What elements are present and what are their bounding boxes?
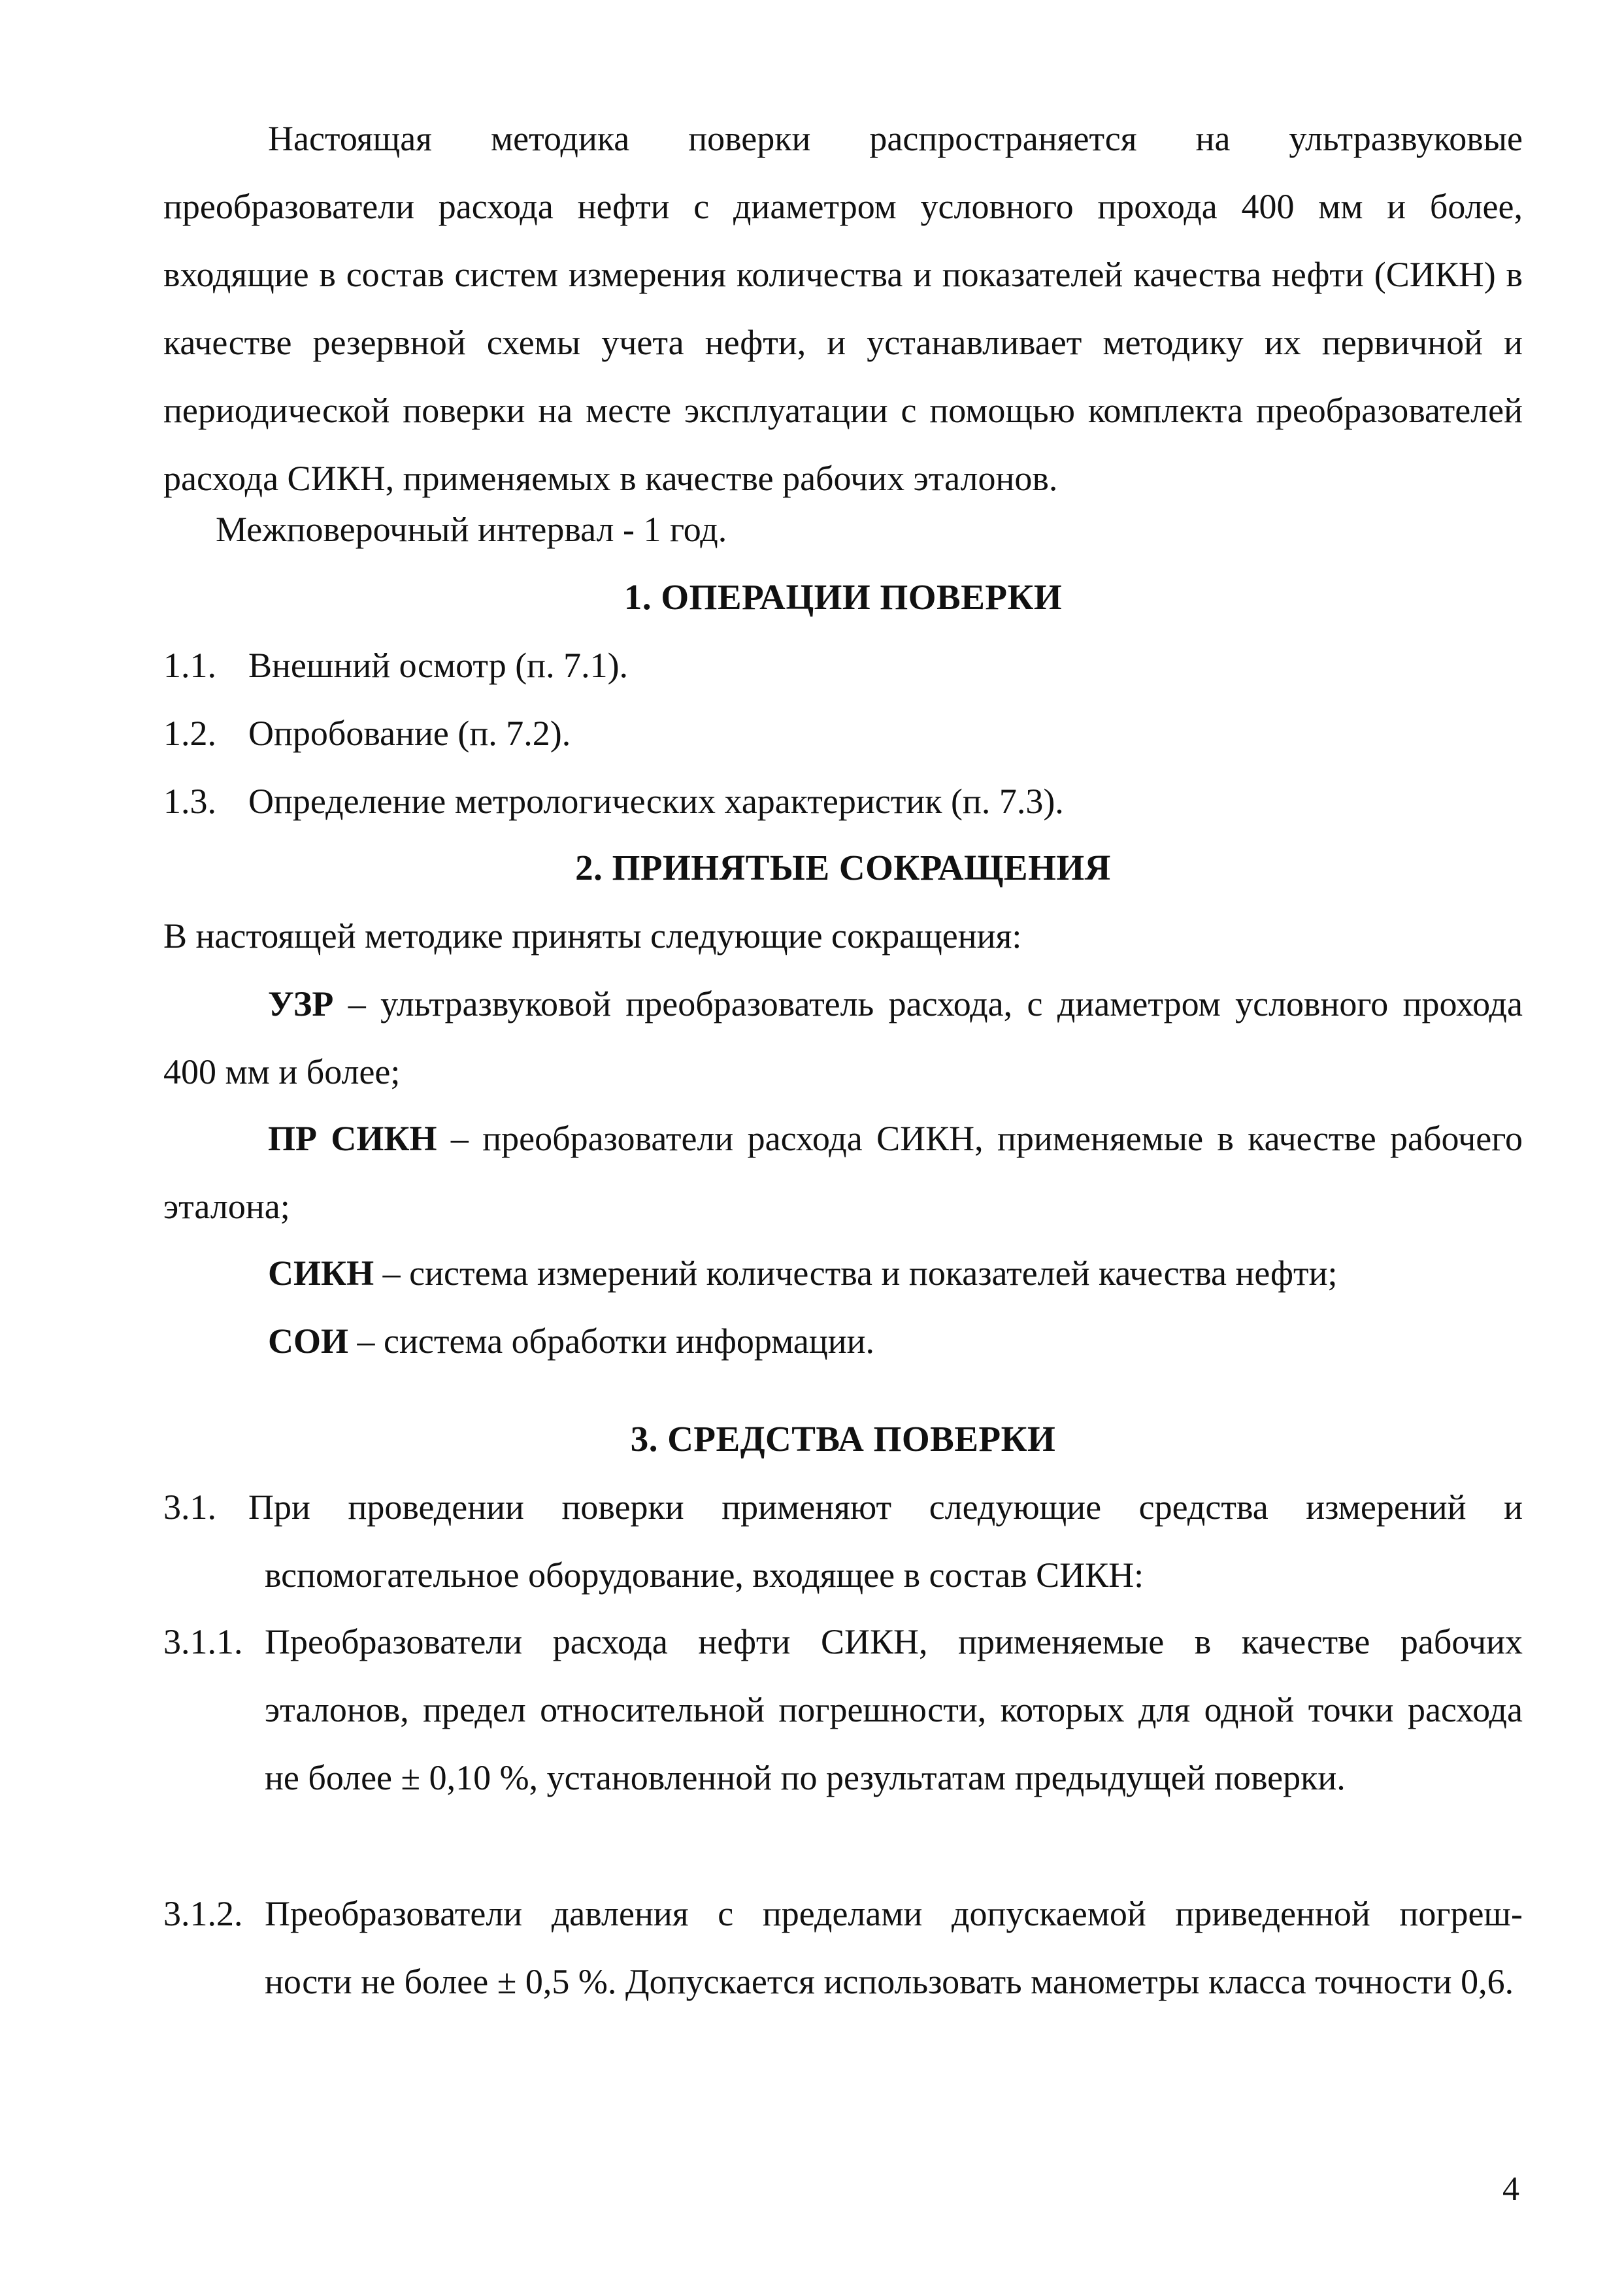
abbr-definition: – преобразователи расхода СИКН, применяемые в качестве рабочего эталона;: [163, 1119, 1523, 1226]
abbreviation-uzr: [163, 970, 1523, 1106]
page-number: 4: [1502, 2170, 1519, 2208]
list-item: [163, 699, 1523, 767]
abbr-definition: – система обработки информации.: [348, 1321, 875, 1361]
item-text-continuation: вспомогательное оборудование, входящее в состав СИКН:: [265, 1555, 1144, 1595]
abbr-term: СОИ: [268, 1321, 349, 1361]
section1-title: 1. ОПЕРАЦИИ ПОВЕРКИ: [623, 577, 1063, 617]
item-text-continuation: ности не более ± 0,5 %. Допускается использовать манометры класса точности 0,6.: [265, 1962, 1514, 2001]
section2-title: 2. ПРИНЯТЫЕ СОКРАЩЕНИЯ: [575, 848, 1111, 888]
item-number: 1.1.: [163, 646, 216, 685]
item-number: 1.2.: [163, 714, 216, 753]
abbreviations-intro: В настоящей методике приняты следующие сокращения:: [163, 916, 1022, 956]
abbr-term: УЗР: [268, 984, 334, 1023]
item-text-continuation: эталонов, предел относительной погрешности, которых для одной точки расхода не более ± 0,10 %, установленной по результатам предыдущей поверки.: [265, 1690, 1523, 1797]
list-item: [163, 631, 1523, 699]
list-item: [163, 767, 1523, 835]
verification-interval: Межповерочный интервал - 1 год.: [216, 510, 727, 549]
abbreviation-pr-sikn: [163, 1105, 1523, 1240]
item-text: Определение метрологических характеристик (п. 7.3).: [248, 782, 1064, 821]
list-item: [163, 1473, 1523, 1609]
item-text: Опробование (п. 7.2).: [248, 714, 571, 753]
section3-title: 3. СРЕДСТВА ПОВЕРКИ: [630, 1419, 1056, 1459]
item-number: 3.1.1.: [163, 1622, 243, 1661]
abbr-definition: – система измерений количества и показателей качества нефти;: [374, 1254, 1338, 1293]
abbreviation-sikn: [163, 1239, 1523, 1307]
item-text-first-line: При проведении поверки применяют следующие средства измерений и: [248, 1488, 1523, 1527]
item-number: 3.1.2.: [163, 1894, 243, 1933]
abbreviation-soi: [163, 1307, 1523, 1375]
abbr-term: СИКН: [268, 1254, 374, 1293]
abbr-definition: – ультразвуковой преобразователь расхода, с диаметром условного прохода 400 мм и более;: [163, 984, 1523, 1091]
item-number: 3.1.: [163, 1488, 216, 1527]
item-text-first-line: Преобразователи давления с пределами допускаемой приведенной погреш-: [265, 1894, 1523, 1933]
abbr-term: ПР СИКН: [268, 1119, 437, 1158]
list-item: [163, 1880, 1523, 2016]
intro-paragraph: Настоящая методика поверки распространяется на ультразвуковые преобразователи расхода нефти с диаметром условного прохода 400 мм и более, входящие в состав систем измерения количества и показателей качества нефти (СИКН) в качестве резервной схемы учета нефти, и устанавливает методику их первичной и периодической поверки на месте эксплуатации с помощью комплекта преобразователей расхода СИКН, применяемых в качестве рабочих эталонов.: [163, 119, 1523, 498]
item-text: Внешний осмотр (п. 7.1).: [248, 646, 629, 685]
item-text-first-line: Преобразователи расхода нефти СИКН, применяемые в качестве рабочих: [265, 1622, 1523, 1661]
list-item: [163, 1608, 1523, 1812]
item-number: 1.3.: [163, 782, 216, 821]
